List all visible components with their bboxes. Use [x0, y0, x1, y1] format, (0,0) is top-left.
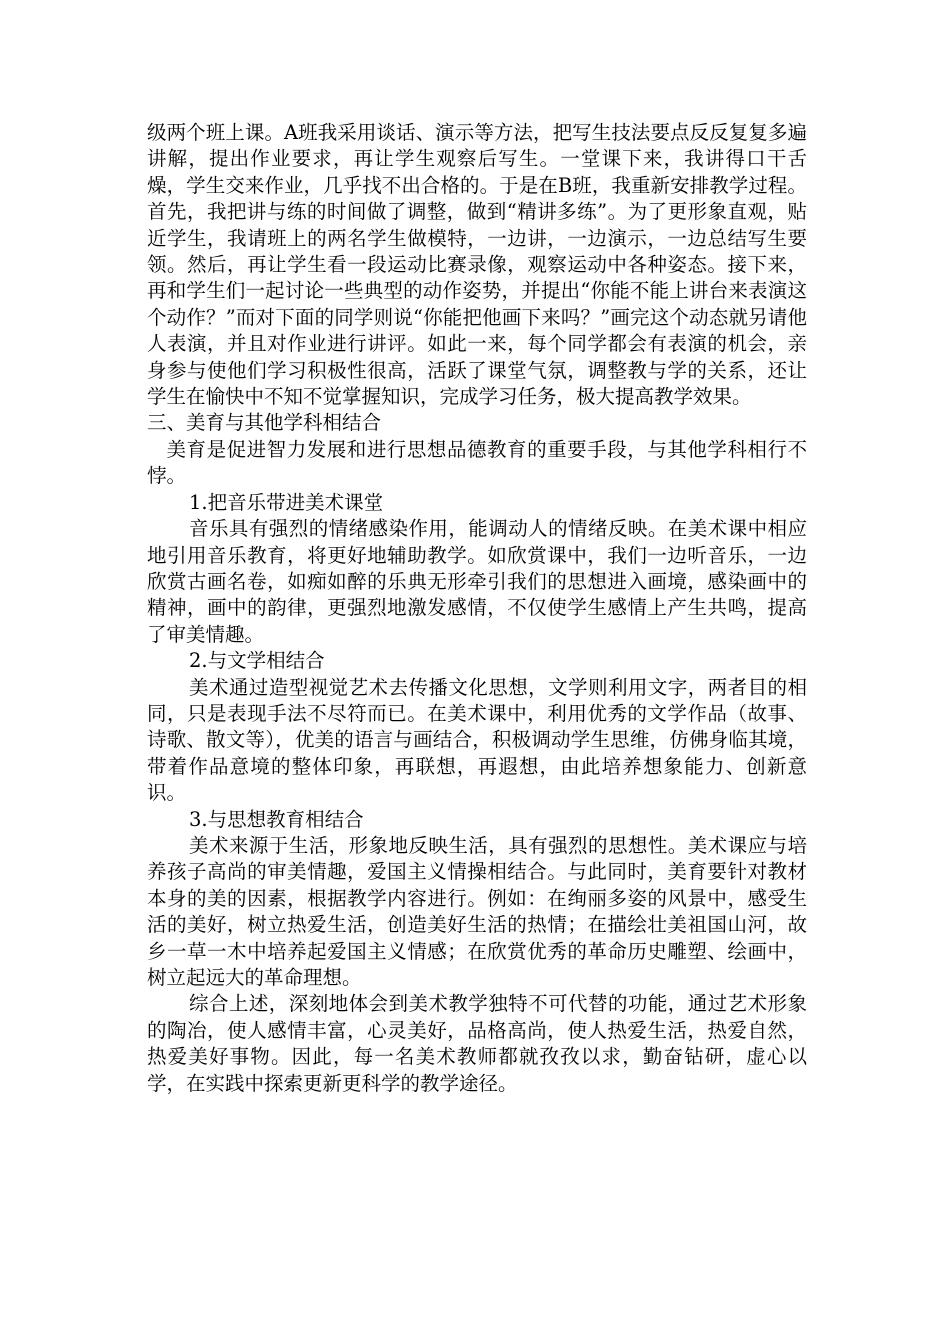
subsection-heading-literature: 2.与文学相结合	[189, 649, 325, 673]
section-heading: 三、美育与其他学科相结合	[147, 411, 382, 435]
subsection-heading-music: 1.把音乐带进美术课堂	[189, 490, 384, 514]
paragraph-literature: 美术通过造型视觉艺术去传播文化思想，文学则利用文字，两者目的相同，只是表现手法不尽符而已。在美术课中，利用优秀的文学作品（故事、诗歌、散文等），优美的语言与画结合，积极调动学生思维，仿佛身临其境，带着作品意境的整体印象，再联想，再遐想，由此培养想象能力、创新意识。	[147, 675, 807, 805]
section-intro-paragraph: 美育是促进智力发展和进行思想品德教育的重要手段，与其他学科相行不悖。	[147, 437, 807, 488]
subsection-heading-ideology: 3.与思想教育相结合	[189, 807, 364, 831]
paragraph-music: 音乐具有强烈的情绪感染作用，能调动人的情绪反映。在美术课中相应地引用音乐教育，将更好地辅助教学。如欣赏课中，我们一边听音乐，一边欣赏古画名卷，如痴如醉的乐典无形牵引我们的思想进入画境，感染画中的精神，画中的韵律，更强烈地激发感情，不仅使学生感情上产生共鸣，提高了审美情趣。	[147, 517, 807, 646]
document-page	[147, 120, 807, 1097]
paragraph-conclusion: 综合上述，深刻地体会到美术教学独特不可代替的功能，通过艺术形象的陶冶，使人感情丰富，心灵美好，品格高尚，使人热爱生活，热爱自然，热爱美好事物。因此，每一名美术教师都就孜孜以求，勤奋钻研，虚心以学，在实践中探索更新更科学的教学途径。	[147, 992, 807, 1095]
paragraph-ideology: 美术来源于生活，形象地反映生活，具有强烈的思想性。美术课应与培养孩子高尚的审美情趣，爱国主义情操相结合。与此同时，美育要针对教材本身的美的因素，根据教学内容进行。例如：在绚丽多姿的风景中，感受生活的美好，树立热爱生活，创造美好生活的热情；在描绘壮美祖国山河，故乡一草一木中培养起爱国主义情感；在欣赏优秀的革命历史雕塑、绘画中，树立起远大的革命理想。	[147, 833, 807, 989]
paragraph-intro-continuation: 级两个班上课。A班我采用谈话、演示等方法，把写生技法要点反反复复多遍讲解，提出作业要求，再让学生观察后写生。一堂课下来，我讲得口干舌燥，学生交来作业，几乎找不出合格的。于是在B班，我重新安排教学过程。首先，我把讲与练的时间做了调整，做到“精讲多练”。为了更形象直观，贴近学生，我请班上的两名学生做模特，一边讲，一边演示，一边总结写生要领。然后，再让学生看一段运动比赛录像，观察运动中各种姿态。接下来，再和学生们一起讨论一些典型的动作姿势，并提出“你能不能上讲台来表演这个动作？”而对下面的同学则说“你能把他画下来吗？”画完这个动态就另请他人表演，并且对作业进行讲评。如此一来，每个同学都会有表演的机会，亲身参与使他们学习积极性很高，活跃了课堂气氛，调整教与学的关系，还让学生在愉快中不知不觉掌握知识，完成学习任务，极大提高教学效果。	[147, 121, 807, 409]
